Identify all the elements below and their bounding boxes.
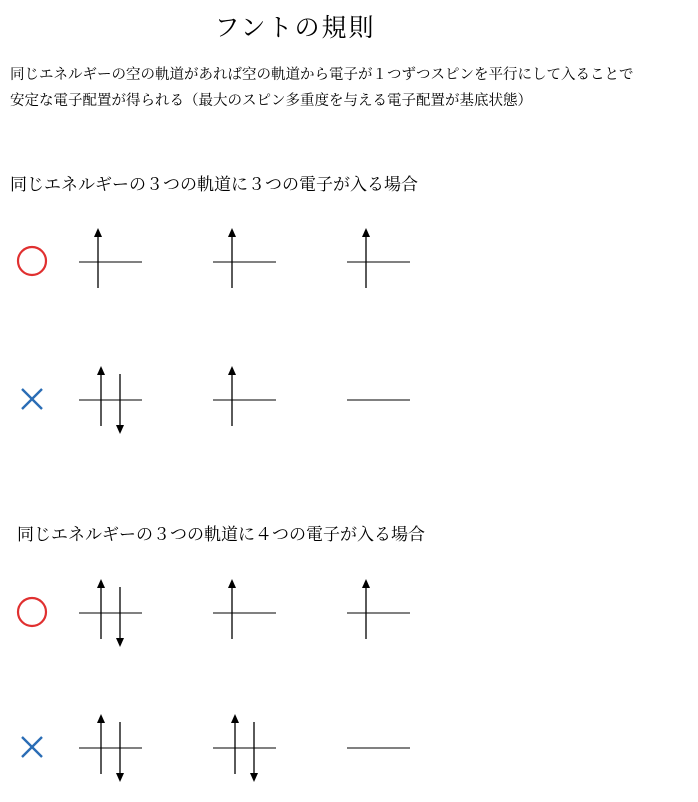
- electron-down-arrow: [116, 374, 124, 434]
- rule-description: [10, 62, 694, 114]
- electron-up-arrow: [94, 228, 102, 288]
- electron-up-arrow: [231, 714, 239, 774]
- electron-down-arrow: [116, 722, 124, 782]
- section-heading-3-electrons: 同じエネルギーの３つの軌道に３つの電子が入る場合: [10, 175, 418, 195]
- electron-up-arrow: [362, 579, 370, 639]
- wrong-mark-icon: [12, 378, 52, 418]
- correct-mark-icon: [12, 240, 52, 280]
- page-title: フントの規則: [214, 13, 376, 42]
- electron-down-arrow: [116, 587, 124, 647]
- electron-up-arrow: [362, 228, 370, 288]
- orbital-1-1-2: [213, 222, 283, 302]
- orbital-1-2-3: [347, 360, 417, 440]
- electron-up-arrow: [97, 714, 105, 774]
- orbital-2-1-3: [347, 573, 417, 653]
- electron-up-arrow: [97, 366, 105, 426]
- orbital-1-1-3: [347, 222, 417, 302]
- orbital-2-1-2: [213, 573, 283, 653]
- electron-up-arrow: [97, 579, 105, 639]
- orbital-2-2-2: [213, 708, 283, 788]
- wrong-mark-icon: [12, 726, 52, 766]
- description-line-1: 同じエネルギーの空の軌道があれば空の軌道から電子が１つずつスピンを平行にして入ることで: [10, 67, 634, 83]
- section-heading-4-electrons: 同じエネルギーの３つの軌道に４つの電子が入る場合: [17, 525, 425, 545]
- orbital-2-2-3: [347, 708, 417, 788]
- orbital-1-1-1: [79, 222, 149, 302]
- orbital-1-2-2: [213, 360, 283, 440]
- orbital-1-2-1: [79, 360, 149, 440]
- electron-up-arrow: [228, 366, 236, 426]
- description-line-2: 安定な電子配置が得られる（最大のスピン多重度を与える電子配置が基底状態）: [10, 93, 532, 109]
- electron-down-arrow: [250, 722, 258, 782]
- orbital-2-1-1: [79, 573, 149, 653]
- electron-up-arrow: [228, 228, 236, 288]
- orbital-2-2-1: [79, 708, 149, 788]
- electron-up-arrow: [228, 579, 236, 639]
- correct-mark-icon: [12, 591, 52, 631]
